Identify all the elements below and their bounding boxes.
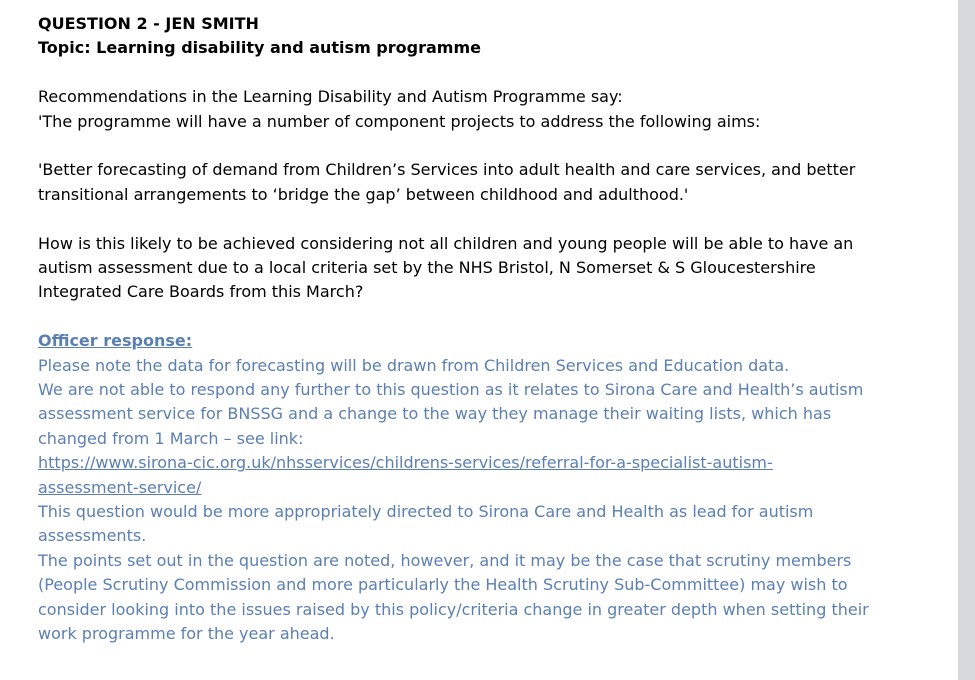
window-edge [958,0,975,680]
response-line: The points set out in the question are noted, however, and it may be the case that scrutiny members [38,550,852,570]
officer-response-heading: Officer response: [38,331,193,351]
document-content [38,12,938,647]
question-topic: Topic: Learning disability and autism programme [38,38,481,58]
officer-response [38,329,938,646]
sirona-link-line[interactable]: assessment-service/ [38,477,202,497]
response-line: We are not able to respond any further to this question as it relates to Sirona Care and Health’s autism [38,380,864,400]
question-line: Integrated Care Boards from this March? [38,282,364,302]
spacer [38,134,938,158]
intro-line: 'The programme will have a number of component projects to address the following aims: [38,111,761,131]
sirona-link-line[interactable]: https://www.sirona-cic.org.uk/nhsservices/childrens-services/referral-for-a-specialist-autism- [38,453,773,473]
intro-line: Recommendations in the Learning Disability and Autism Programme say: [38,87,623,107]
response-line: work programme for the year ahead. [38,624,335,644]
response-line: (People Scrutiny Commission and more particularly the Health Scrutiny Sub-Committee) may wish to [38,575,848,595]
response-line: Please note the data for forecasting will be drawn from Children Services and Education data. [38,355,790,375]
spacer [38,305,938,329]
question-line: autism assessment due to a local criteria set by the NHS Bristol, N Somerset & S Gloucestershire [38,258,816,278]
response-line: assessment service for BNSSG and a change to the way they manage their waiting lists, which has [38,404,832,424]
aim-line: 'Better forecasting of demand from Children’s Services into adult health and care services, and better [38,160,856,180]
response-line: changed from 1 March – see link: [38,428,304,448]
aim-line: transitional arrangements to ‘bridge the gap’ between childhood and adulthood.' [38,184,689,204]
response-line: assessments. [38,526,147,546]
spacer [38,207,938,231]
response-line: This question would be more appropriately directed to Sirona Care and Health as lead for autism [38,502,814,522]
response-line: consider looking into the issues raised by this policy/criteria change in greater depth when setting their [38,599,869,619]
sirona-link[interactable] [38,451,938,500]
question-line: How is this likely to be achieved considering not all children and young people will be able to have an [38,233,854,253]
spacer [38,61,938,85]
question-title: QUESTION 2 - JEN SMITH [38,14,259,33]
